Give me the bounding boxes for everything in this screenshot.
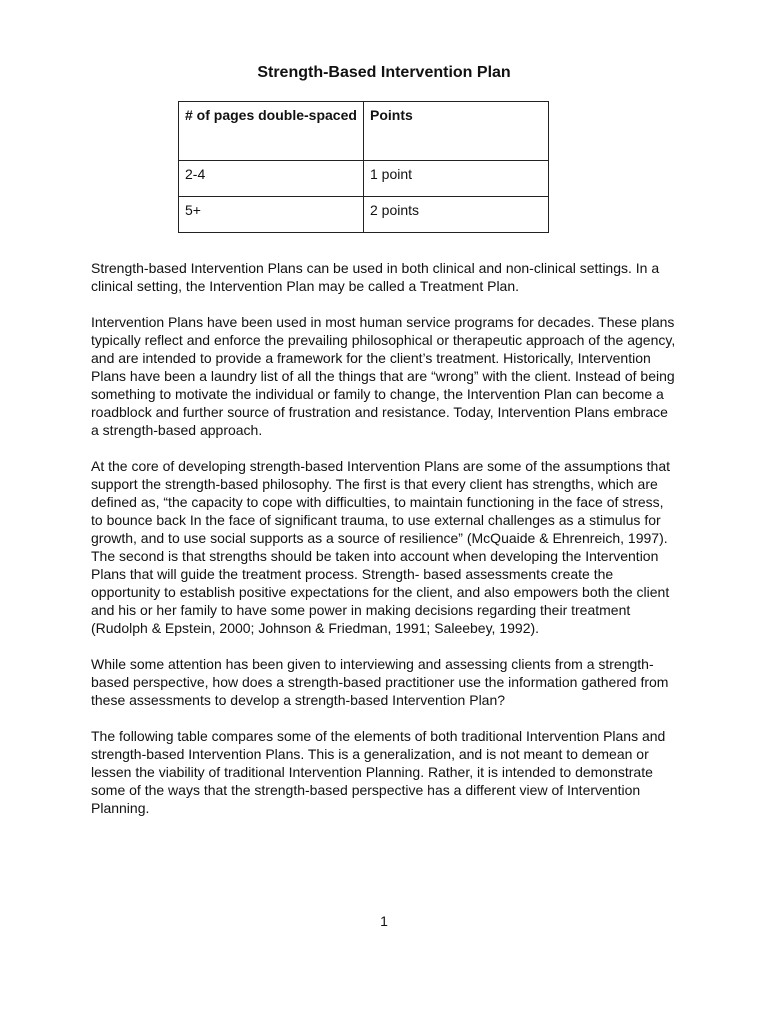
table-cell: 2 points [364, 197, 549, 233]
table-cell: 1 point [364, 161, 549, 197]
table-row [179, 197, 549, 233]
paragraph: While some attention has been given to interviewing and assessing clients from a strength-based perspective, how does a strength-based practitioner use the information gathered from these assessments to develop a strength-based Intervention Plan? [91, 656, 669, 708]
table-row [179, 161, 549, 197]
document-body [91, 259, 676, 835]
table-header-cell: # of pages double-spaced [179, 102, 364, 161]
paragraph: The following table compares some of the elements of both traditional Intervention Plans and strength-based Intervention Plans. This is a generalization, and is not meant to demean or lessen the viability of traditional Intervention Planning. Rather, it is intended to demonstrate some of the ways that the strength-based perspective has a different view of Intervention Planning. [91, 728, 666, 816]
table-header-cell: Points [364, 102, 549, 161]
table-cell: 2-4 [179, 161, 364, 197]
paragraph: At the core of developing strength-based Intervention Plans are some of the assumptions that support the strength-based philosophy. The first is that every client has strengths, which are defined as, “the capacity to cope with difficulties, to maintain functioning in the face of stress, to bounce back In the face of significant trauma, to use external challenges as a stimulus for growth, and to use social supports as a source of resilience” (McQuaide & Ehrenreich, 1997). The second is that strengths should be taken into account when developing the Intervention Plans that will guide the treatment process. Strength- based assessments create the opportunity to establish positive expectations for the client, and also empowers both the client and his or her family to have some power in making decisions regarding their treatment (Rudolph & Epstein, 2000; Johnson & Friedman, 1991; Saleebey, 1992). [91, 458, 671, 636]
table-header-row [179, 102, 549, 161]
paragraph: Strength-based Intervention Plans can be used in both clinical and non-clinical settings. In a clinical setting, the Intervention Plan may be called a Treatment Plan. [91, 260, 660, 294]
page-number: 1 [380, 913, 388, 929]
paragraph: Intervention Plans have been used in most human service programs for decades. These plans typically reflect and enforce the prevailing philosophical or therapeutic approach of the agency, and are intended to provide a framework for the client’s treatment. Historically, Intervention Plans have been a laundry list of all the things that are “wrong” with the client. Instead of being something to motivate the individual or family to change, the Intervention Plan can become a roadblock and further source of frustration and resistance. Today, Intervention Plans embrace a strength-based approach. [91, 314, 676, 438]
scoring-table [178, 101, 549, 233]
table-cell: 5+ [179, 197, 364, 233]
document-title: Strength-Based Intervention Plan [257, 64, 511, 81]
